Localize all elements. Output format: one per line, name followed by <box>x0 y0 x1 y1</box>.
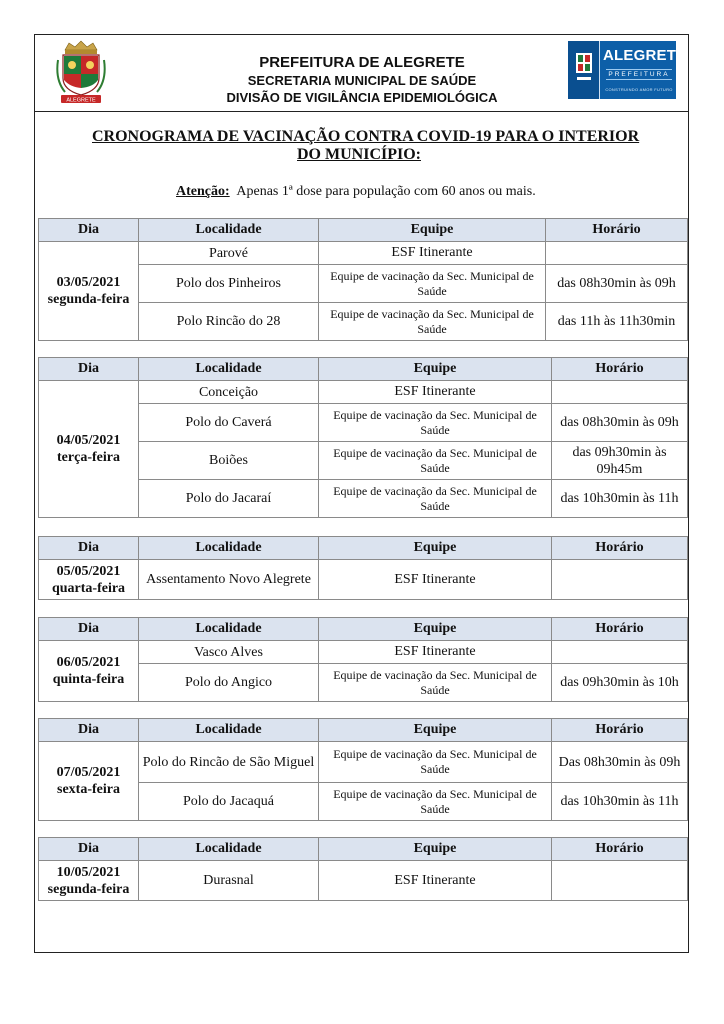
hours-cell: das 10h30min às 11h <box>552 783 688 821</box>
column-header-localidade: Localidade <box>139 838 319 861</box>
day-cell <box>39 861 139 901</box>
hours-cell: das 09h30min às 09h45m <box>552 442 688 480</box>
locality-cell: Assentamento Novo Alegrete <box>139 560 319 600</box>
locality-cell: Polo dos Pinheiros <box>139 265 319 303</box>
hours-cell: das 10h30min às 11h <box>552 480 688 518</box>
table-row <box>39 242 688 265</box>
team-cell: ESF Itinerante <box>319 242 546 265</box>
column-header-equipe: Equipe <box>319 358 552 381</box>
locality-cell: Conceição <box>139 381 319 404</box>
hours-cell <box>546 242 688 265</box>
column-header-localidade: Localidade <box>139 618 319 641</box>
day-weekday: quinta-feira <box>52 672 125 687</box>
day-date: 07/05/2021 <box>56 765 121 780</box>
column-header-localidade: Localidade <box>139 358 319 381</box>
schedule-table <box>38 718 688 821</box>
locality-cell: Boiões <box>139 442 319 480</box>
table-row <box>39 861 688 901</box>
day-cell <box>39 381 139 518</box>
hours-cell <box>552 861 688 901</box>
hours-cell <box>552 381 688 404</box>
day-weekday: quarta-feira <box>51 580 126 596</box>
day-date: 04/05/2021 <box>56 433 121 448</box>
day-date: 10/05/2021 <box>56 864 121 880</box>
schedule-table-body <box>39 742 688 821</box>
table-row <box>39 641 688 664</box>
table-row <box>39 381 688 404</box>
attention-text: Apenas 1ª dose para população com 60 anos ou mais. <box>236 184 536 199</box>
day-cell <box>39 560 139 600</box>
column-header-localidade: Localidade <box>139 219 319 242</box>
schedule-table-head <box>39 719 688 742</box>
column-header-dia: Dia <box>39 719 139 742</box>
day-cell <box>39 242 139 341</box>
team-cell: Equipe de vacinação da Sec. Municipal de Saúde <box>319 664 552 702</box>
team-cell: Equipe de vacinação da Sec. Municipal de Saúde <box>319 742 552 783</box>
column-header-dia: Dia <box>39 537 139 560</box>
column-header-dia: Dia <box>39 838 139 861</box>
column-header-equipe: Equipe <box>319 537 552 560</box>
team-cell: ESF Itinerante <box>319 560 552 600</box>
day-date: 05/05/2021 <box>56 563 121 579</box>
header-row <box>39 219 688 242</box>
header-row <box>39 838 688 861</box>
logo-subtext: PREFEITURA <box>606 69 672 80</box>
header-row <box>39 719 688 742</box>
column-header-dia: Dia <box>39 358 139 381</box>
header-row <box>39 618 688 641</box>
column-header-localidade: Localidade <box>139 719 319 742</box>
locality-cell: Polo do Rincão de São Miguel <box>139 742 319 783</box>
team-cell: ESF Itinerante <box>319 381 552 404</box>
schedule-table <box>38 218 688 341</box>
schedule-table <box>38 357 688 518</box>
team-cell: Equipe de vacinação da Sec. Municipal de Saúde <box>319 480 552 518</box>
logo-tagline: CONSTRUINDO AMOR FUTURO <box>605 87 673 92</box>
schedule-table-body <box>39 641 688 702</box>
column-header-equipe: Equipe <box>319 719 552 742</box>
team-cell: Equipe de vacinação da Sec. Municipal de Saúde <box>319 303 546 341</box>
team-cell: Equipe de vacinação da Sec. Municipal de Saúde <box>319 265 546 303</box>
header-row <box>39 358 688 381</box>
column-header-horario: Horário <box>552 618 688 641</box>
schedule-table-body <box>39 242 688 341</box>
hours-cell: das 08h30min às 09h <box>552 404 688 442</box>
column-header-horario: Horário <box>546 219 688 242</box>
attention-note <box>176 184 536 200</box>
team-cell: Equipe de vacinação da Sec. Municipal de Saúde <box>319 404 552 442</box>
locality-cell: Polo do Caverá <box>139 404 319 442</box>
document-title-line1: CRONOGRAMA DE VACINAÇÃO CONTRA COVID-19 PARA O INTERIOR <box>92 128 640 145</box>
header-subtitle-divisao: DIVISÃO DE VIGILÂNCIA EPIDEMIOLÓGICA <box>226 90 498 105</box>
team-cell: ESF Itinerante <box>319 641 552 664</box>
column-header-horario: Horário <box>552 537 688 560</box>
locality-cell: Polo do Jacaraí <box>139 480 319 518</box>
column-header-dia: Dia <box>39 219 139 242</box>
hours-cell <box>552 641 688 664</box>
schedule-table-head <box>39 838 688 861</box>
locality-cell: Parové <box>139 242 319 265</box>
hours-cell <box>552 560 688 600</box>
schedule-table-head <box>39 358 688 381</box>
locality-cell: Polo do Jacaquá <box>139 783 319 821</box>
column-header-horario: Horário <box>552 838 688 861</box>
header-title: PREFEITURA DE ALEGRETE <box>259 54 465 71</box>
day-weekday: sexta-feira <box>57 782 120 797</box>
team-cell: Equipe de vacinação da Sec. Municipal de Saúde <box>319 783 552 821</box>
hours-cell: das 11h às 11h30min <box>546 303 688 341</box>
hours-cell: das 09h30min às 10h <box>552 664 688 702</box>
day-weekday: segunda-feira <box>47 292 130 307</box>
locality-cell: Polo Rincão do 28 <box>139 303 319 341</box>
column-header-horario: Horário <box>552 358 688 381</box>
locality-cell: Durasnal <box>139 861 319 901</box>
column-header-equipe: Equipe <box>319 219 546 242</box>
day-cell <box>39 641 139 702</box>
logo-text: ALEGRETE <box>603 47 687 64</box>
column-header-localidade: Localidade <box>139 537 319 560</box>
column-header-equipe: Equipe <box>319 838 552 861</box>
day-weekday: segunda-feira <box>47 881 130 897</box>
day-date: 06/05/2021 <box>56 655 121 670</box>
schedule-table-body <box>39 560 688 600</box>
team-cell: Equipe de vacinação da Sec. Municipal de Saúde <box>319 442 552 480</box>
header-subtitle-secretaria: SECRETARIA MUNICIPAL DE SAÚDE <box>247 73 477 88</box>
schedule-table <box>38 837 688 901</box>
schedule-table-body <box>39 381 688 518</box>
hours-cell: Das 08h30min às 09h <box>552 742 688 783</box>
document-title-line2: DO MUNICÍPIO: <box>297 146 421 163</box>
schedule-table <box>38 617 688 702</box>
schedule-table-head <box>39 618 688 641</box>
column-header-equipe: Equipe <box>319 618 552 641</box>
day-date: 03/05/2021 <box>56 275 121 290</box>
locality-cell: Polo do Angico <box>139 664 319 702</box>
schedule-table-head <box>39 219 688 242</box>
schedule-table-body <box>39 861 688 901</box>
locality-cell: Vasco Alves <box>139 641 319 664</box>
schedule-table <box>38 536 688 600</box>
header-divider <box>34 111 689 112</box>
attention-label: Atenção: <box>176 184 230 199</box>
team-cell: ESF Itinerante <box>319 861 552 901</box>
schedule-table-head <box>39 537 688 560</box>
table-row <box>39 560 688 600</box>
crest-banner-text: ALEGRETE <box>66 97 96 104</box>
column-header-dia: Dia <box>39 618 139 641</box>
document-title <box>92 128 682 164</box>
day-weekday: terça-feira <box>57 450 120 465</box>
table-row <box>39 742 688 783</box>
column-header-horario: Horário <box>552 719 688 742</box>
hours-cell: das 08h30min às 09h <box>546 265 688 303</box>
day-cell <box>39 742 139 821</box>
header-row <box>39 537 688 560</box>
